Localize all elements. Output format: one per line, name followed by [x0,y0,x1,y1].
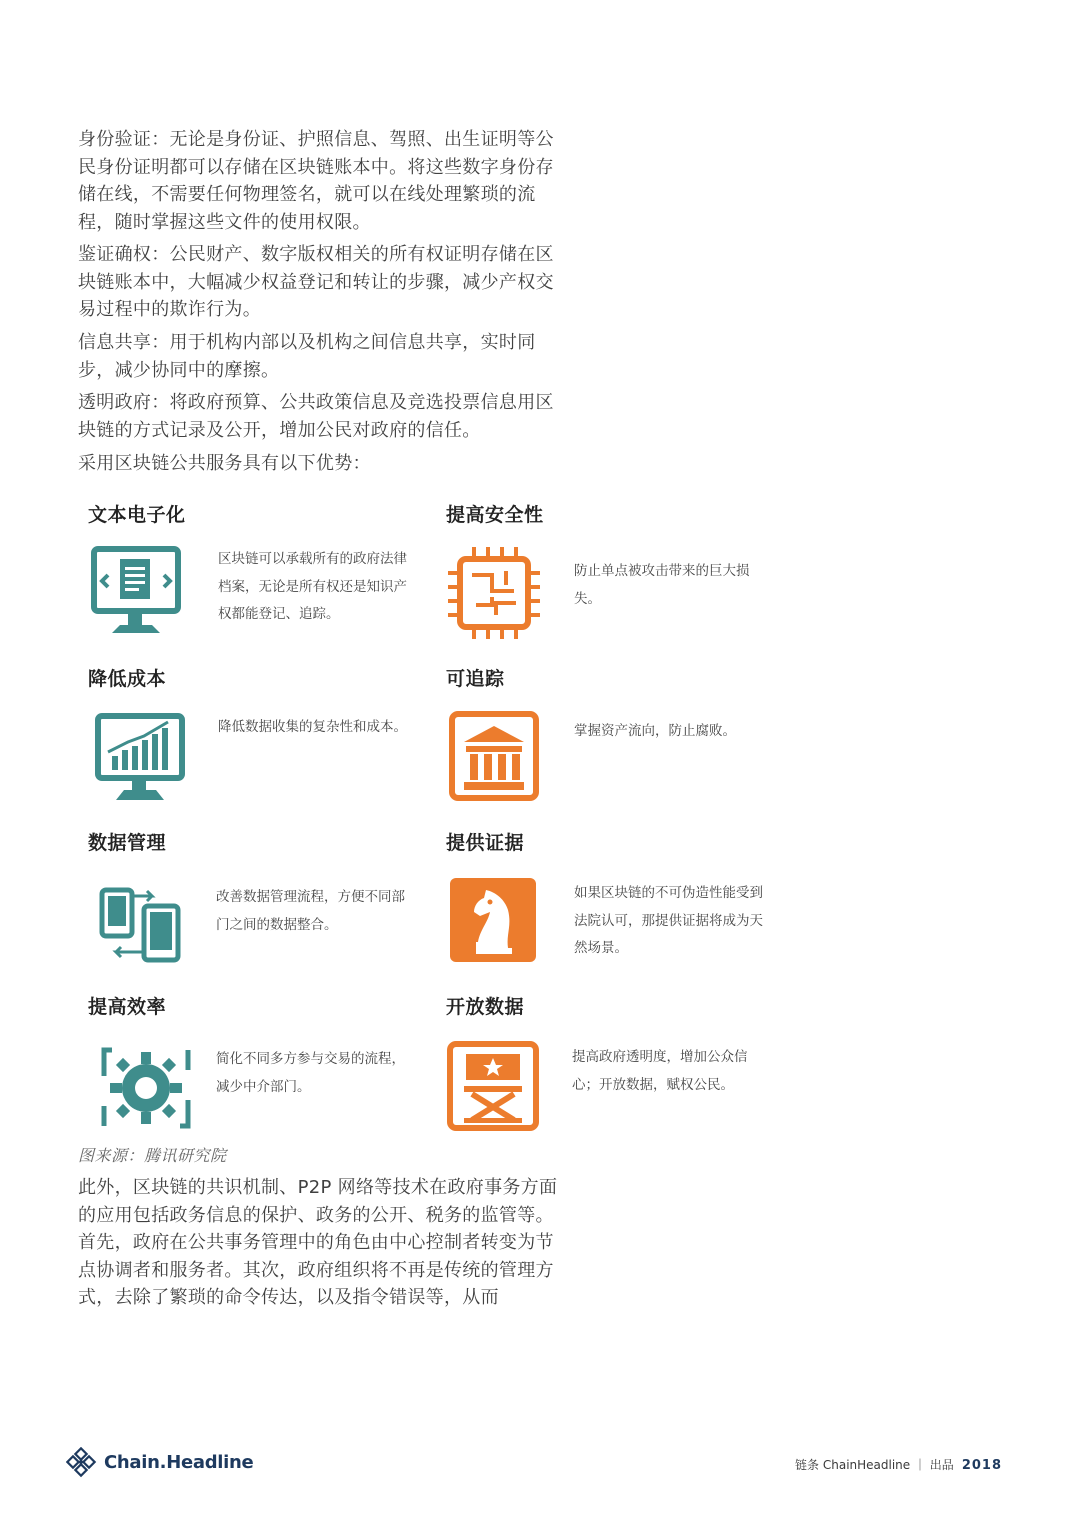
bar-chart-monitor-icon [94,712,190,808]
feature-title-security: 提高安全性 [446,504,544,526]
paragraph-transparency: 透明政府：将政府预算、公共政策信息及竞选投票信息用区块链的方式记录及公开，增加公民对政府的信任。 [78,392,554,441]
feature-desc-digitization: 区块链可以承载所有的政府法律档案，无论是所有权还是知识产权都能登记、追踪。 [218,551,407,622]
feature-title-efficiency: 提高效率 [88,996,167,1018]
chain-headline-logo-icon [66,1447,100,1481]
feature-desc-open-data: 提高政府透明度，增加公众信心；开放数据，赋权公民。 [572,1049,748,1093]
document-monitor-icon [90,545,186,641]
footer-publisher [795,1456,1002,1473]
government-building-icon [448,710,544,806]
figure-caption: 图来源：腾讯研究院 [78,1146,227,1165]
feature-desc-evidence: 如果区块链的不可伪造性能受到法院认可，那提供证据将成为天然场景。 [574,885,763,956]
feature-title-open-data: 开放数据 [446,996,525,1018]
paragraph-identity: 身份验证：无论是身份证、护照信息、驾照、出生证明等公民身份证明都可以存储在区块链账本中。将这些数字身份存储在线，不需要任何物理签名，就可以在线处理繁琐的流程，随时掌握这些文件的使用权限。 [78,129,554,233]
footer-brand: Chain.Headline [104,1452,254,1473]
paragraph-advantages-intro: 采用区块链公共服务具有以下优势： [78,453,371,474]
feature-title-traceable: 可追踪 [446,668,505,690]
director-chair-icon [446,1040,542,1136]
feature-title-data-management: 数据管理 [88,832,167,854]
feature-desc-security: 防止单点被攻击带来的巨大损失。 [574,563,750,607]
feature-desc-data-management: 改善数据管理流程，方便不同部门之间的数据整合。 [216,889,405,933]
feature-desc-traceable: 掌握资产流向，防止腐败。 [574,723,736,739]
paragraph-rights: 鉴证确权：公民财产、数字版权相关的所有权证明存储在区块链账本中，大幅减少权益登记和转让的步骤，减少产权交易过程中的欺诈行为。 [78,244,554,320]
device-sync-icon [96,880,192,976]
feature-desc-cost: 降低数据收集的复杂性和成本。 [218,719,407,735]
feature-title-evidence: 提供证据 [446,832,525,854]
footer-year: 2018 [961,1458,1002,1473]
paragraph-sharing: 信息共享：用于机构内部以及机构之间信息共享，实时同步，减少协同中的摩擦。 [78,332,536,381]
footer-publisher-text: 链条 ChainHeadline ｜ 出品 [795,1458,954,1472]
feature-title-cost: 降低成本 [88,668,167,690]
chess-knight-icon [446,874,542,970]
feature-desc-efficiency: 简化不同多方参与交易的流程，减少中介部门。 [216,1051,405,1095]
gear-cycle-icon [98,1040,194,1136]
feature-title-digitization: 文本电子化 [88,504,186,526]
circuit-chip-icon [446,545,542,641]
paragraph-closing: 此外，区块链的共识机制、P2P 网络等技术在政府事务方面的应用包括政务信息的保护、政务的公开、税务的监管等。首先，政府在公共事务管理中的角色由中心控制者转变为节点协调者和服务者。其次，政府组织将不再是传统的管理方式，去除了繁琐的命令传达，以及指令错误等，从而 [78,1177,558,1308]
